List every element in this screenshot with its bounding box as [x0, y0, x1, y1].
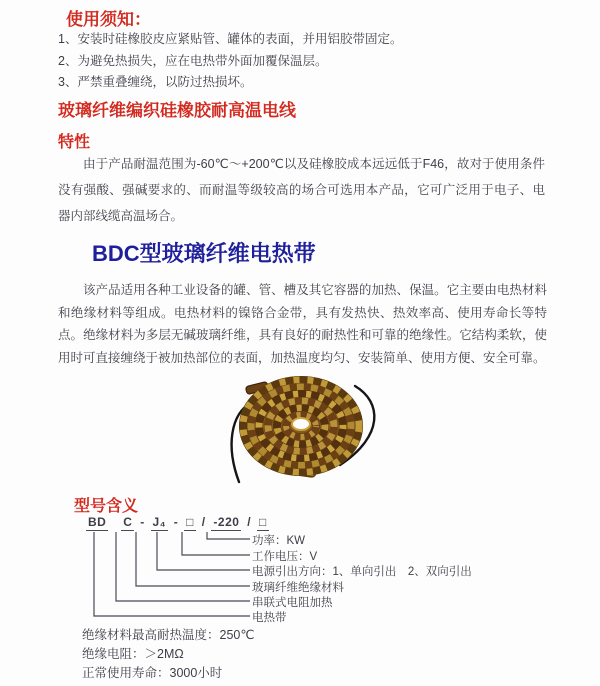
- code-segment: □: [186, 515, 194, 529]
- code-separator: /: [201, 515, 206, 529]
- feature-paragraph: 由于产品耐温范围为-60℃～+200℃以及硅橡胶成本远远低于F46，故对于使用条件没有强酸、强碱要求的、而耐温等级较高的场合可选用本产品，它可广泛用于电子、电器内部线缆高温场合。: [58, 157, 545, 223]
- code-segment: □: [258, 515, 267, 529]
- diagram-label-insulation: 玻璃纤维绝缘材料: [252, 582, 344, 594]
- code-segment: C: [123, 515, 133, 529]
- code-separator: -: [173, 515, 179, 529]
- diagram-label-lead-direction: 电源引出方向：1、单向引出 2、双向引出: [252, 566, 472, 578]
- diagram-label-heating-tape: 电热带: [252, 612, 287, 624]
- spec-list: [82, 626, 254, 683]
- model-diagram-labels: [70, 531, 530, 626]
- spec-max-temp: 绝缘材料最高耐热温度：250℃: [82, 628, 255, 642]
- code-segment: -220: [213, 515, 240, 529]
- usage-item: 2、为避免热损失，应在电热带外面加覆保温层。: [58, 53, 328, 68]
- wire-product-heading: 玻璃纤维编织硅橡胶耐高温电线: [58, 101, 296, 120]
- feature-title: 特性: [58, 134, 91, 151]
- diagram-label-power: 功率：KW: [252, 535, 306, 547]
- usage-notice-title: 使用须知：: [66, 10, 151, 29]
- code-segment: J₄: [152, 515, 166, 529]
- bdc-product-title: BDC型玻璃纤维电热带: [92, 241, 316, 266]
- code-separator: -: [140, 515, 145, 529]
- coil-center-hole: [292, 418, 310, 430]
- code-segment: BD: [88, 515, 107, 529]
- code-separator: /: [247, 515, 252, 529]
- bdc-paragraph: 该产品适用各种工业设备的罐、管、槽及其它容器的加热、保温。它主要由电热材料和绝缘材料等组成。电热材料的镍铬合金带，具有发热快、热效率高、使用寿命长等特点。绝缘材料为多层无碱玻璃纤维，具有良好的耐热性和可靠的绝缘性。它结构柔软，使用时可直接缠绕于被加热部位的表面，加热温度均匀、安装简单、使用方便、安全可靠。: [58, 283, 547, 365]
- diagram-label-series-heating: 串联式电阻加热: [252, 597, 333, 609]
- diagram-label-voltage: 工作电压：V: [252, 551, 318, 563]
- model-meaning-title: 型号含义: [74, 498, 139, 515]
- spec-resistance: 绝缘电阻：＞2MΩ: [82, 647, 184, 661]
- spec-lifetime: 正常使用寿命：3000小时: [82, 666, 223, 680]
- heating-tape-coil-image: [222, 362, 412, 507]
- usage-item: 1、安装时硅橡胶皮应紧贴管、罐体的表面，并用铝胶带固定。: [58, 32, 403, 46]
- usage-notice-list: [58, 29, 402, 94]
- model-code-line: [86, 515, 271, 531]
- usage-item: 3、严禁重叠缠绕，以防过热损坏。: [58, 75, 253, 89]
